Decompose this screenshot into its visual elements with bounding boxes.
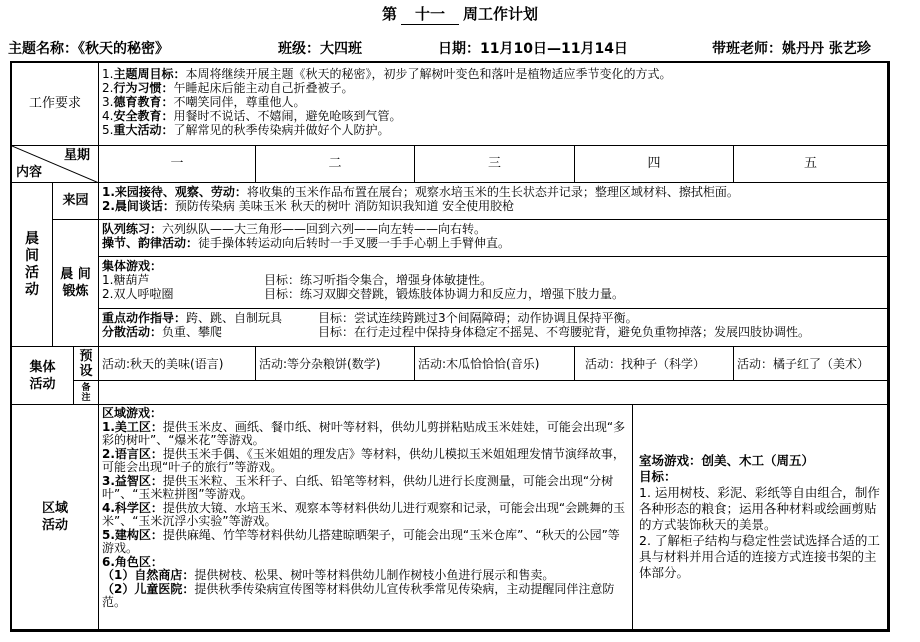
area-zone: 4.科学区：提供放大镜、水培玉米、观察本等材料供幼儿进行观察和记录，可能会出现“会跳舞的玉米”、“玉米沉浮小实验”等游戏。 <box>102 500 626 528</box>
role-item: （1）自然商店：提供树枝、松果、树叶等材料供幼儿制作树枝小鱼进行展示和售卖。 <box>102 568 555 582</box>
movement-guidance <box>99 309 888 347</box>
queue-practice: 队列练习：六列纵队——大三角形——回到六列——向左转——向右转。 <box>102 222 487 236</box>
area-zone: 5.建构区：提供麻绳、竹竿等材料供幼儿搭建晾晒架子，可能会出现“玉米仓库”、“秋天的公园”等游戏。 <box>102 527 620 555</box>
class-info: 班级：大四班 <box>278 41 362 57</box>
area-zone: 2.语言区：提供玉米手偶、《玉米姐姐的理发店》等材料，供幼儿模拟玉米姐姐理发情节演绎故事，可能会出现“叶子的旅行”等游戏。 <box>102 446 625 474</box>
arrival-content <box>99 183 888 220</box>
rhythm-activity: 操节、韵律活动：徒手操体转运动向后转时一手叉腰一手手心朝上手臂伸直。 <box>102 236 511 250</box>
work-requirements <box>99 63 888 146</box>
date-range: 日期：11月10日—11月14日 <box>438 41 628 57</box>
work-item: 2.行为习惯：午睡起床后能主动自己折叠被子。 <box>102 81 354 95</box>
corner-bottom-label: 内容 <box>16 165 43 180</box>
role-item: （2）儿童医院：提供秋季传染病宣传图等材料供幼儿宣传秋季常见传染病，主动提醒同伴注意防范。 <box>102 581 615 609</box>
work-label: 工作要求 <box>12 63 99 146</box>
weekday-corner <box>12 146 99 183</box>
note-row <box>99 381 888 405</box>
arrival-label: 来园 <box>53 183 99 220</box>
game-row: 2.双人呼啦圈 目标：练习双脚交替跳，锻炼肢体协调力和反应力，增强下肢力量。 <box>102 287 625 301</box>
theme-name: 《秋天的秘密》 <box>78 41 169 57</box>
area-zone: 1.美工区：提供玉米皮、画纸、餐巾纸、树叶等材料，供幼儿剪拼粘贴成玉米娃娃，可能会出现“多彩的树叶”、“爆米花”等游戏。 <box>102 419 626 447</box>
work-item: 3.德育教育：不嘲笑同伴，尊重他人。 <box>102 95 306 109</box>
collective-label: 集体 活动 <box>12 347 74 405</box>
work-item: 4.安全教育：用餐时不说话、不嬉闹，避免呛咳到气管。 <box>102 109 402 123</box>
collective-activity: 活动:木瓜恰恰恰(音乐) <box>415 347 575 381</box>
day-header: 五 <box>734 146 888 183</box>
role-area-title: 6.角色区： <box>102 554 163 569</box>
collective-activity: 活动：橘子红了（美术） <box>734 347 888 381</box>
teachers-info: 带班老师：姚丹丹 张艺珍 <box>712 41 871 57</box>
page-title <box>0 4 920 25</box>
title-prefix: 第 <box>381 5 397 23</box>
outdoor-goal: 1. 运用树枝、彩泥、彩纸等自由组合，制作各种形态的粮食；运用各种材料或绘画剪贴的方式装饰秋天的美景。 <box>639 485 880 532</box>
work-item: 5.重大活动：了解常见的秋季传染病并做好个人防护。 <box>102 123 390 137</box>
day-header: 四 <box>575 146 734 183</box>
outdoor-games <box>633 405 888 630</box>
area-games-title: 区域游戏： <box>102 406 163 420</box>
group-games <box>99 257 888 309</box>
morning-label: 晨 间 活 动 <box>12 183 53 347</box>
collective-activity: 活动:等分杂粮饼(数学) <box>256 347 415 381</box>
group-games-title: 集体游戏： <box>102 259 163 273</box>
week-number: 十一 <box>401 4 459 25</box>
drill-content <box>99 220 888 257</box>
theme-label: 主题名称： <box>8 41 78 57</box>
day-header: 二 <box>256 146 415 183</box>
title-suffix: 周工作计划 <box>463 5 539 23</box>
outdoor-goal: 2. 了解柜子结构与稳定性尝试选择合适的工具与材料并用合适的连接方式连接书架的主体部分。 <box>639 533 880 580</box>
exercise-label: 晨 间 锻炼 <box>53 220 99 347</box>
theme-header <box>8 40 169 58</box>
day-header: 三 <box>415 146 575 183</box>
collective-activity: 活动：找种子（科学） <box>575 347 734 381</box>
game-row: 1.糖葫芦 目标：练习听指令集合，增强身体敏捷性。 <box>102 273 493 287</box>
split-activity: 分散活动：负重、攀爬 目标：在行走过程中保持身体稳定不摇晃、不弯腰驼背，避免负重物掉落；发展四肢协调性。 <box>102 325 811 339</box>
area-games <box>99 405 633 630</box>
area-zone: 3.益智区：提供玉米粒、玉米秆子、白纸、铅笔等材料，供幼儿进行长度测量，可能会出现“分树叶”、“玉米粒拼图”等游戏。 <box>102 473 614 501</box>
weekly-plan-table <box>10 61 890 632</box>
key-movement: 重点动作指导：跨、跳、自制玩具 目标：尝试连续跨跳过3个间隔障碍；动作协调且保持平衡。 <box>102 311 638 325</box>
work-item: 1.主题周目标：本周将继续开展主题《秋天的秘密》，初步了解树叶变色和落叶是植物适应季节变化的方式。 <box>102 67 672 81</box>
preset-label: 预 设 <box>74 347 99 381</box>
area-label: 区域 活动 <box>12 405 99 630</box>
outdoor-title: 室场游戏：创美、木工（周五） <box>639 453 815 468</box>
arrival-line: 2.晨间谈话：预防传染病 美味玉米 秋天的树叶 消防知识我知道 安全使用胶枪 <box>102 199 515 213</box>
note-label: 备 注 <box>74 381 99 405</box>
outdoor-goal-title: 目标： <box>639 469 677 484</box>
collective-activity: 活动:秋天的美味(语言) <box>99 347 256 381</box>
day-header: 一 <box>99 146 256 183</box>
corner-top-label: 星期 <box>63 148 90 163</box>
arrival-line: 1.来园接待、观察、劳动：将收集的玉米作品布置在展台；观察水培玉米的生长状态并记录；整理区域材料、擦拭柜面。 <box>102 185 739 199</box>
